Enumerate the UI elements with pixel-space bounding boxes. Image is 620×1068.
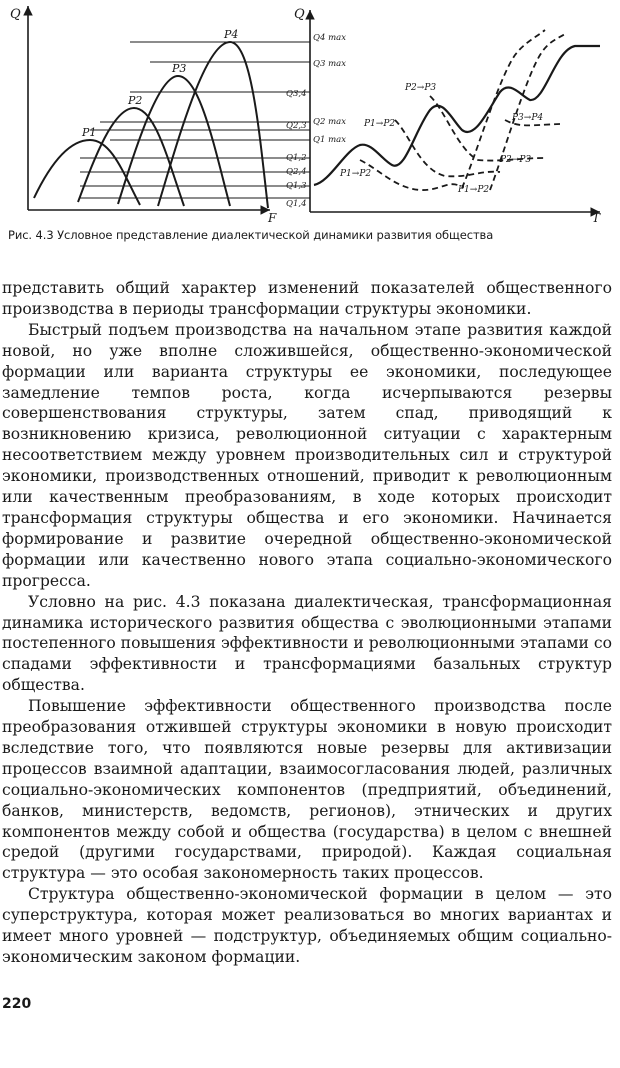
paragraph: Повышение эффективности общественного производства после преобразования отжившей структуры экономики в новую происходит вследствие того, что появляются новые резервы для активизации процессов взаимной адаптации, взаимосогласования людей, различных социально-экономических компонентов (предприятий, объединений, банков, министерств, ведомств, регионов), этнических и других компонентов между собой и общества (государства) в целом с внешней средой (другими государствами, природой). Каждая социальная структура — это особая закономерность таких процессов. xyxy=(2,697,612,883)
transition-label: P3→P4 xyxy=(512,113,544,123)
right-panel xyxy=(286,7,601,222)
left-x-label: F xyxy=(268,211,277,222)
paragraph: представить общий характер изменений показателей общественного производства в периоды трансформации структуры экономики. xyxy=(2,279,612,318)
curve-label-p1: P1 xyxy=(82,126,97,139)
paragraph: Структура общественно-экономической формации в целом — это суперструктура, которая может реализоваться во многих вариантах и имеет много уровней — подструктур, объединяемых общим социально-экономическим законом формации. xyxy=(2,885,612,966)
curve-label-p2: P2 xyxy=(128,94,143,107)
page-number: 220 xyxy=(2,996,32,1012)
level-label: Q2 max xyxy=(313,117,346,127)
transition-label: P1→P2 xyxy=(364,119,396,129)
transition-label: P1→P2 xyxy=(458,185,490,195)
body-text xyxy=(2,278,612,968)
curve-label-p3: P3 xyxy=(172,62,187,75)
transition-label: P2→P3 xyxy=(405,83,437,93)
curve-p1 xyxy=(34,140,140,205)
curve-label-p4: P4 xyxy=(224,28,239,41)
left-panel xyxy=(10,6,310,222)
paragraph: Быстрый подъем производства на начальном этапе развития каждой новой, но уже вполне сложившейся, общественно-экономической формации или варианта структуры ее экономики, последующее замедление темпов роста, когда исчерпываются резервы совершенствования структуры, затем спад, приводящий к возникновению кризиса, революционной ситуации с характерным несоответствием между уровнем производительных сил и структурой экономики, производственных отношений, приводит к революционным или качественным преобразованиям, в ходе которых происходит трансформация структуры общества и его экономики. Начинается формирование и развитие очередной общественно-экономической формации или качественно нового этапа социально-экономического прогресса. xyxy=(2,320,612,590)
figure-4-3 xyxy=(0,0,620,222)
transition-label: P2→P3 xyxy=(500,155,532,165)
level-label: Q3 max xyxy=(313,59,346,69)
right-y-label: Q xyxy=(294,7,305,22)
level-label: Q4 max xyxy=(313,33,346,43)
trajectory-solid xyxy=(314,46,600,185)
paragraph: Условно на рис. 4.3 показана диалектическая, трансформационная динамика исторического развития общества с эволюционными этапами постепенного повышения эффективности и революционными этапами со спадами эффективности и трансформациями базальных структур общества. xyxy=(2,592,613,695)
figure-caption: Рис. 4.3 Условное представление диалектической динамики развития общества xyxy=(8,228,494,242)
trajectory-dashed xyxy=(490,34,565,190)
level-label: Q1 max xyxy=(313,135,346,145)
level-label: Q2,3 xyxy=(286,121,307,131)
trajectory-dashed xyxy=(430,96,545,161)
level-label: Q2,4 xyxy=(286,167,307,177)
right-x-label: T xyxy=(592,211,601,222)
figure-svg xyxy=(0,0,620,222)
left-y-label: Q xyxy=(10,7,21,22)
trajectory-dashed xyxy=(360,160,460,190)
level-label: Q1,2 xyxy=(286,153,307,163)
level-label: Q1,4 xyxy=(286,199,307,209)
level-label: Q3,4 xyxy=(286,89,307,99)
curve-p2 xyxy=(78,108,184,206)
level-label: Q1,3 xyxy=(286,181,307,191)
transition-label: P1→P2 xyxy=(340,169,372,179)
